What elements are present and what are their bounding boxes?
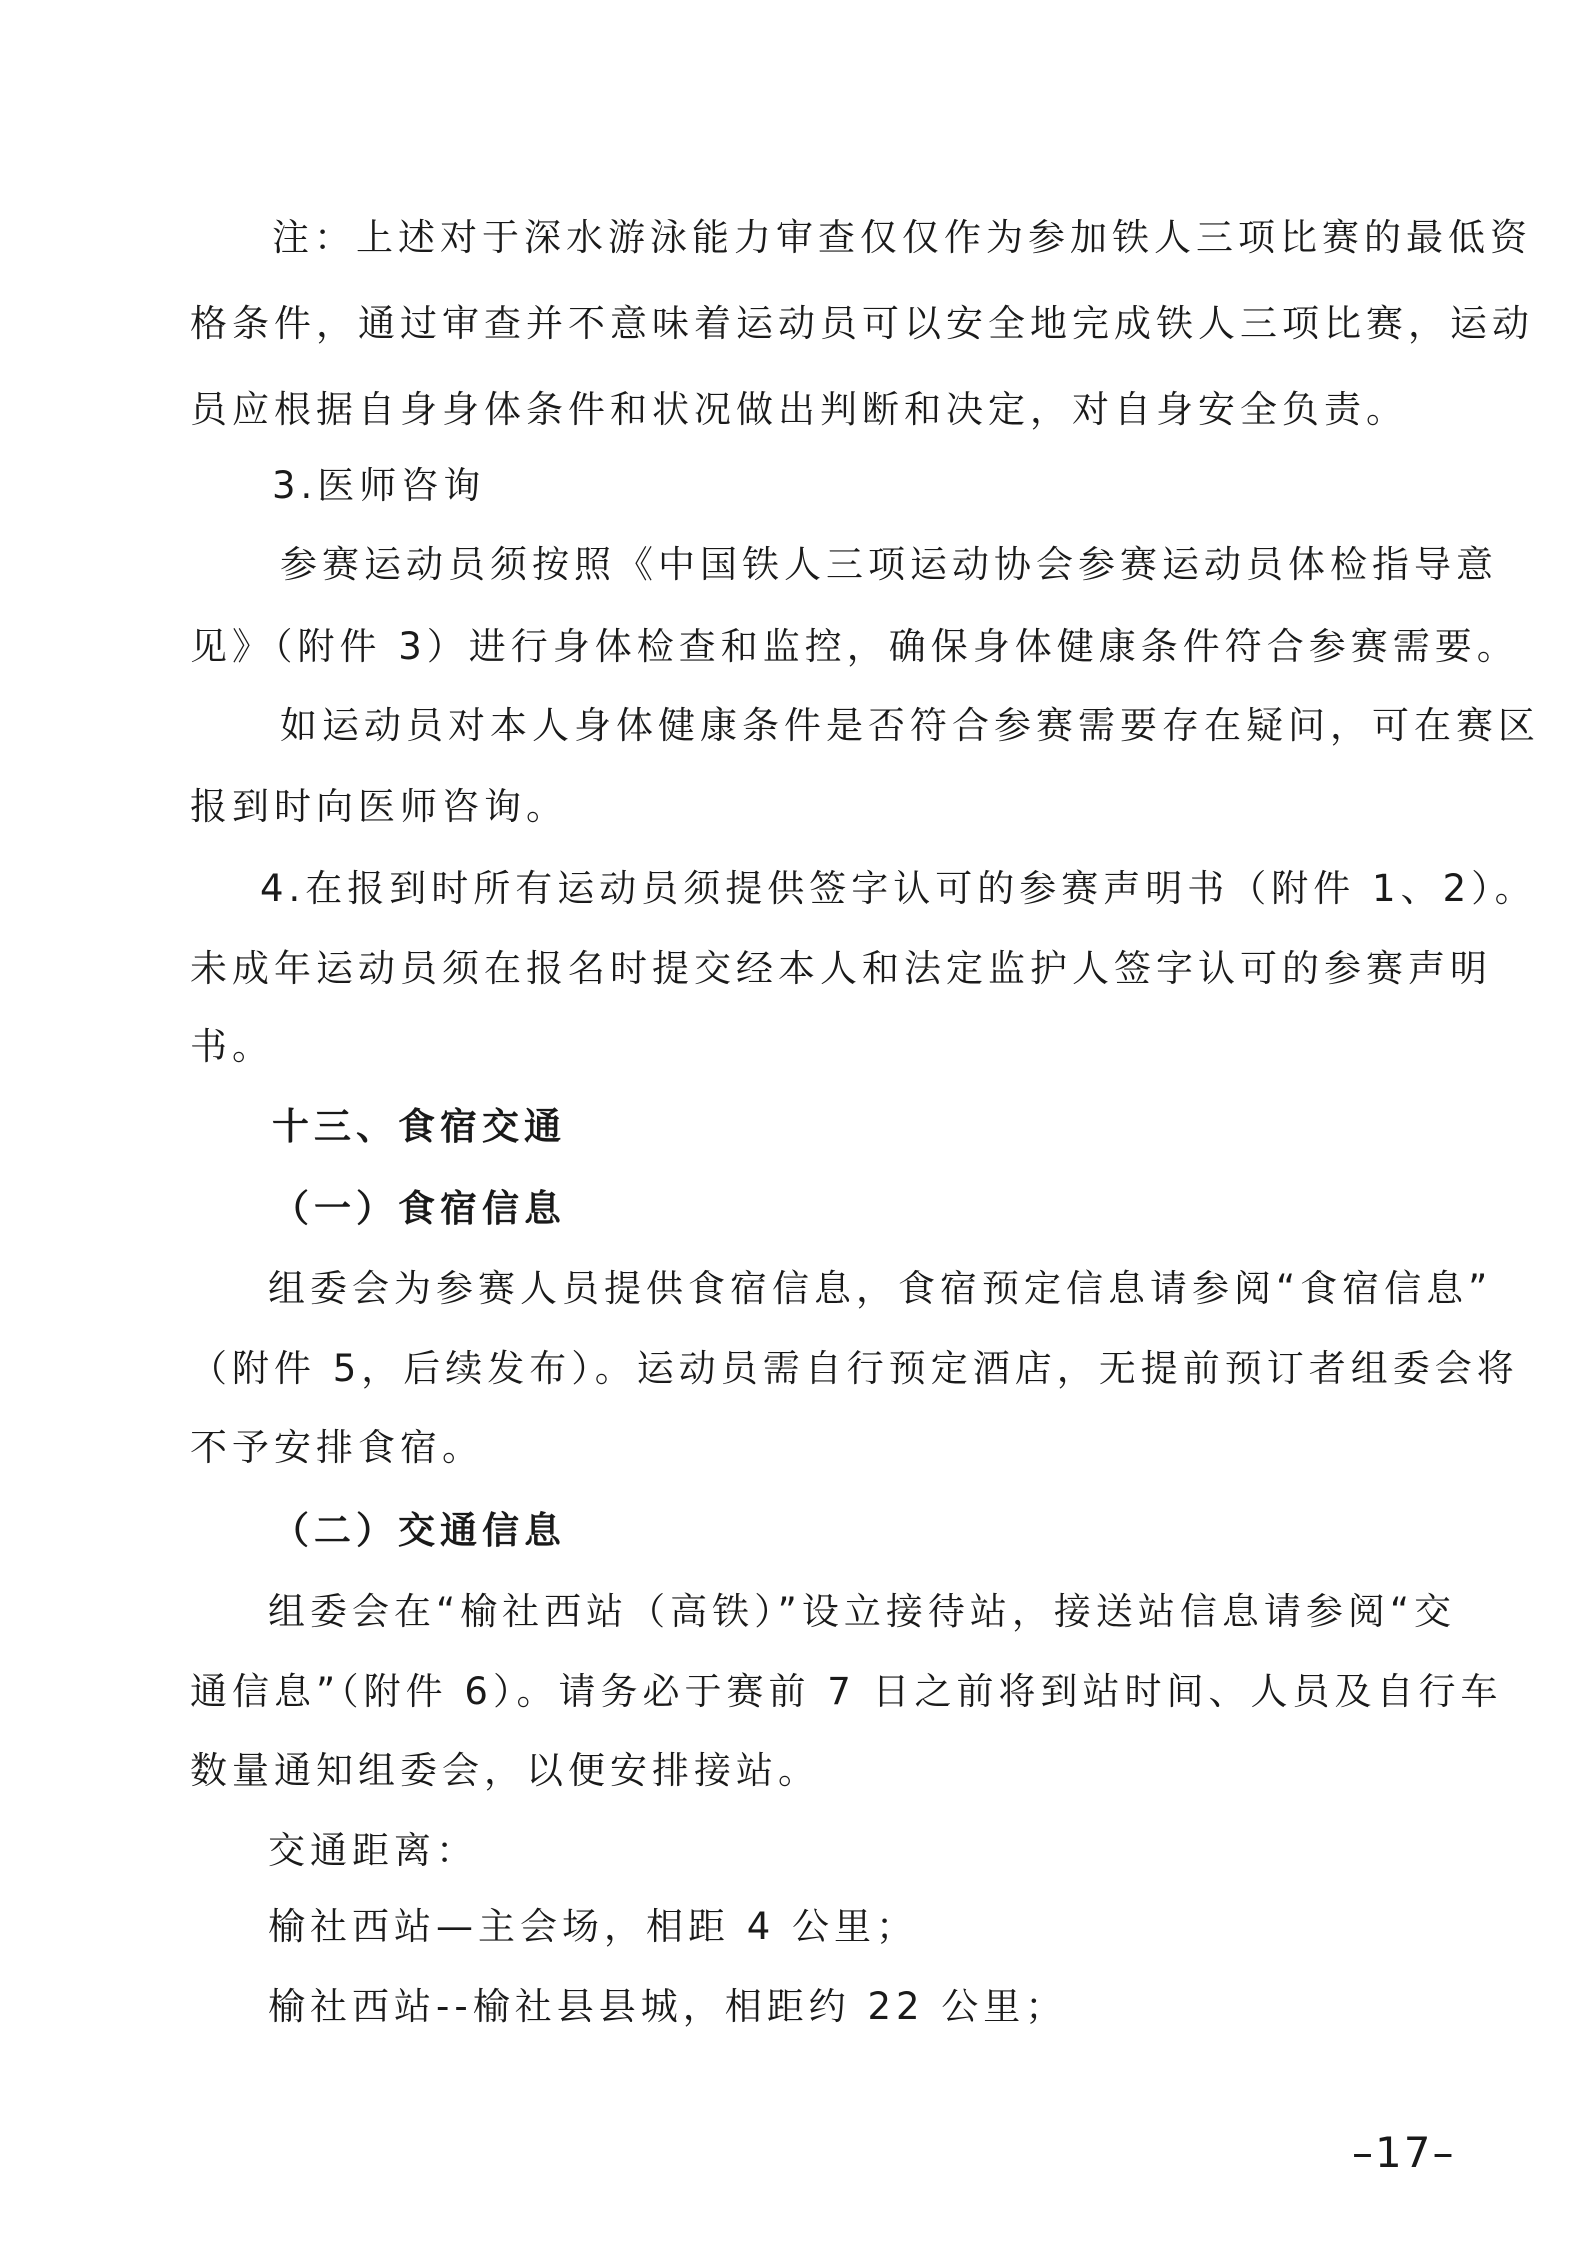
paragraph-line: 组委会在“榆社西站（高铁）”设立接待站，接送站信息请参阅“交	[268, 1590, 1457, 1633]
distance-item: 榆社西站—主会场，相距 4 公里；	[268, 1905, 919, 1948]
paragraph-line: 见》（附件 3）进行身体检查和监控，确保身体健康条件符合参赛需要。	[190, 625, 1519, 668]
paragraph-line: 未成年运动员须在报名时提交经本人和法定监护人签字认可的参赛声明	[190, 947, 1492, 990]
subheading-transport-info: （二）交通信息	[272, 1509, 566, 1552]
note-line-1: 注：上述对于深水游泳能力审查仅仅作为参加铁人三项比赛的最低资	[272, 216, 1532, 259]
paragraph-line: 参赛运动员须按照《中国铁人三项运动协会参赛运动员体检指导意	[280, 543, 1498, 586]
section-heading-doctor-consult: 3.医师咨询	[272, 464, 486, 507]
transport-distance-label: 交通距离：	[268, 1829, 478, 1872]
chapter-heading-food-lodging-transport: 十三、食宿交通	[272, 1105, 566, 1148]
paragraph-line: 数量通知组委会，以便安排接站。	[190, 1749, 820, 1792]
paragraph-line: 如运动员对本人身体健康条件是否符合参赛需要存在疑问，可在赛区	[280, 704, 1540, 747]
subheading-food-lodging-info: （一）食宿信息	[272, 1187, 566, 1230]
paragraph-line: 报到时向医师咨询。	[190, 785, 568, 828]
note-line-3: 员应根据自身身体条件和状况做出判断和决定，对自身安全负责。	[190, 388, 1408, 431]
note-line-2: 格条件，通过审查并不意味着运动员可以安全地完成铁人三项比赛，运动	[190, 302, 1534, 345]
paragraph-line: 组委会为参赛人员提供食宿信息，食宿预定信息请参阅“食宿信息”	[268, 1267, 1493, 1310]
paragraph-line: （附件 5，后续发布）。运动员需自行预定酒店，无提前预订者组委会将	[190, 1347, 1519, 1390]
paragraph-line: 书。	[190, 1025, 274, 1068]
page-number: –17–	[1352, 2128, 1456, 2177]
paragraph-line: 4.在报到时所有运动员须提供签字认可的参赛声明书（附件 1、2）。	[260, 867, 1537, 910]
paragraph-line: 通信息”（附件 6）。请务必于赛前 7 日之前将到站时间、人员及自行车	[190, 1670, 1503, 1713]
distance-item: 榆社西站--榆社县县城，相距约 22 公里；	[268, 1985, 1068, 2028]
paragraph-line: 不予安排食宿。	[190, 1426, 484, 1469]
